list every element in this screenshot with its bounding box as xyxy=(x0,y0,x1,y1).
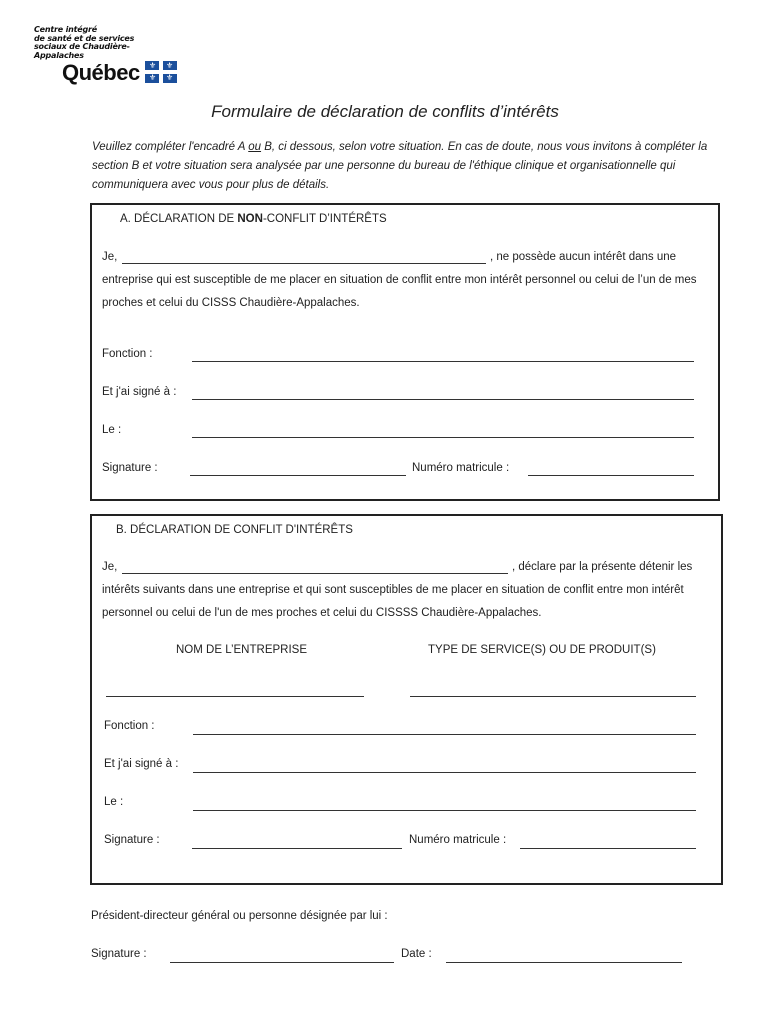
section-a-signe-field[interactable] xyxy=(192,399,694,400)
form-title: Formulaire de déclaration de conflits d’intérêts xyxy=(211,102,559,121)
section-b-signature-label: Signature : xyxy=(104,834,160,846)
organization-name xyxy=(34,26,134,60)
section-b-statement-end: , déclare par la présente détenir les xyxy=(512,561,693,573)
section-b-signature-field[interactable] xyxy=(192,848,402,849)
section-b-fonction-field[interactable] xyxy=(193,734,696,735)
section-b-je: Je, xyxy=(102,561,118,573)
footer-date-field[interactable] xyxy=(446,962,682,963)
section-a-name-field[interactable] xyxy=(122,263,486,264)
section-b-statement: intérêts suivants dans une entreprise et qui sont susceptibles de me placer en situation de conflit entre mon intérêt personnel ou celui de l'un de mes proches et celui du CISSSS Chaudière-Appalaches. xyxy=(102,584,684,619)
section-a-signe-label: Et j'ai signé à : xyxy=(102,386,177,398)
pdg-label: Président-directeur général ou personne désignée par lui : xyxy=(91,910,388,922)
section-a-signature-label: Signature : xyxy=(102,462,158,474)
section-a-fonction-label: Fonction : xyxy=(102,348,153,360)
footer-signature-label: Signature : xyxy=(91,948,147,960)
footer-date-label: Date : xyxy=(401,948,432,960)
section-a-signature-field[interactable] xyxy=(190,475,406,476)
service-type-field[interactable] xyxy=(410,696,696,697)
section-a-header: A. DÉCLARATION DE NON-CONFLIT D’INTÉRÊTS xyxy=(120,213,387,225)
org-line-4: Appalaches xyxy=(34,50,84,60)
section-b-matricule-label: Numéro matricule : xyxy=(409,834,507,846)
intro-ou: ou xyxy=(248,141,262,153)
section-b-signe-label: Et j'ai signé à : xyxy=(104,758,179,770)
section-a-matricule-field[interactable] xyxy=(528,475,694,476)
section-a-statement-end: , ne possède aucun intérêt dans une xyxy=(490,251,677,263)
section-a-fonction-field[interactable] xyxy=(192,361,694,362)
quebec-flag-icon: ⚜ ⚜ ⚜ ⚜ xyxy=(145,61,177,83)
org-line-3: sociaux de Chaudière- xyxy=(34,42,130,51)
section-a-date-field[interactable] xyxy=(192,437,694,438)
column-service-type: TYPE DE SERVICE(S) OU DE PRODUIT(S) xyxy=(428,644,656,656)
section-b-header: B. DÉCLARATION DE CONFLIT D'INTÉRÊTS xyxy=(116,524,353,536)
quebec-wordmark: Québec xyxy=(62,60,140,85)
section-b-date-label: Le : xyxy=(104,796,124,808)
section-b-box xyxy=(90,514,723,885)
section-b-date-field[interactable] xyxy=(193,810,696,811)
section-a-box xyxy=(90,203,720,501)
section-b-fonction-label: Fonction : xyxy=(104,720,155,732)
section-b-name-field[interactable] xyxy=(122,573,508,574)
company-name-field[interactable] xyxy=(106,696,364,697)
column-company-name: NOM DE L’ENTREPRISE xyxy=(176,644,307,656)
section-b-matricule-field[interactable] xyxy=(520,848,696,849)
section-a-je: Je, xyxy=(102,251,118,263)
org-line-2: de santé et de services xyxy=(34,33,135,43)
section-a-date-label: Le : xyxy=(102,424,122,436)
org-line-1: Centre intégré xyxy=(34,25,97,34)
section-a-statement: entreprise qui est susceptible de me placer en situation de conflit entre mon intérêt personnel ou celui de l’un de mes proches et celui du CISSS Chaudière-Appalaches. xyxy=(102,274,697,309)
section-a-matricule-label: Numéro matricule : xyxy=(412,462,510,474)
intro-text: Veuillez compléter l'encadré A ou B, ci dessous, selon votre situation. En cas de doute, nous vous invitons à compléter la section B et votre situation sera analysée par une personne du bureau de l'éthique clinique et organisationnelle qui communiquera avec vous pour plus de détails. xyxy=(92,141,708,191)
footer-signature-field[interactable] xyxy=(170,962,394,963)
section-b-signe-field[interactable] xyxy=(193,772,696,773)
